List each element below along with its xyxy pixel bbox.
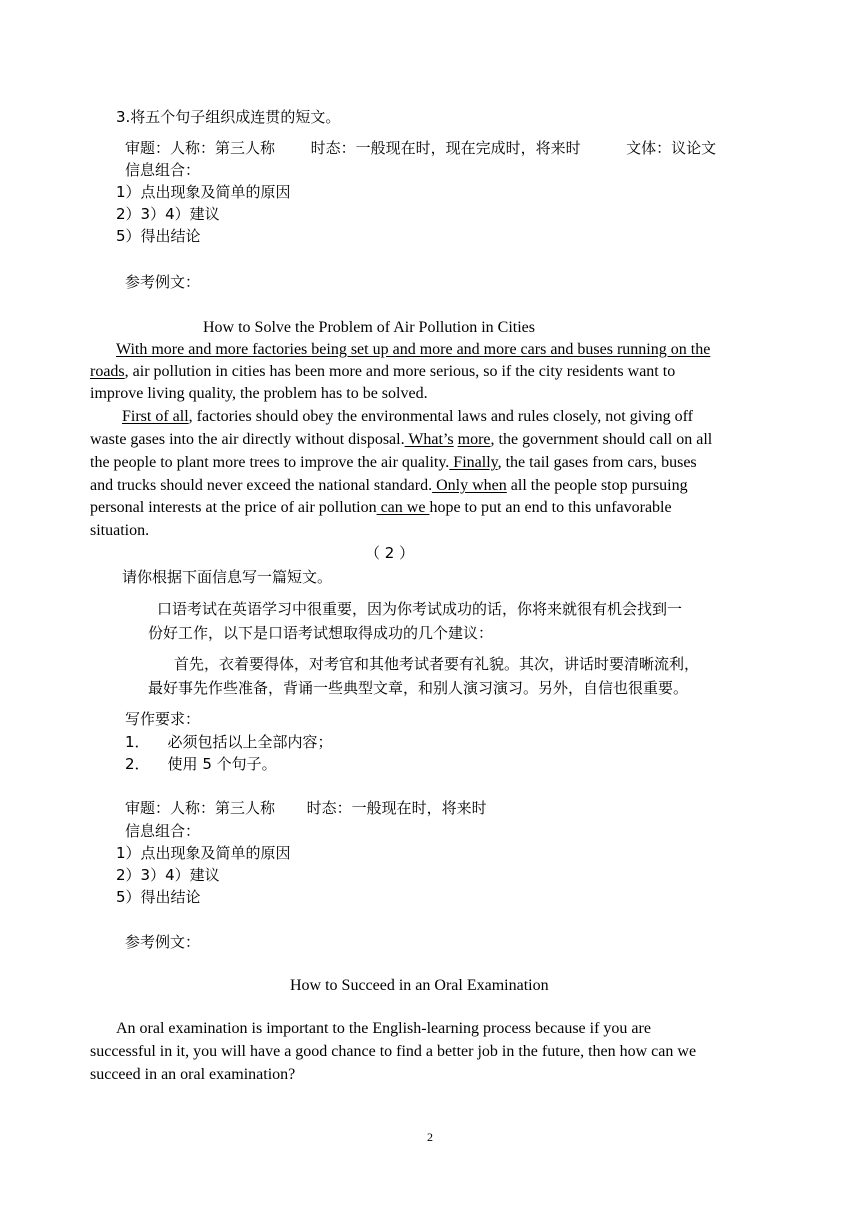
underlined-phrase: With more and more factories being set up and more and more cars and buses running on the bbox=[116, 341, 711, 358]
info-title: 信息组合： bbox=[125, 822, 201, 840]
info-title: 信息组合： bbox=[125, 161, 201, 179]
essay-line: An oral examination is important to the English-learning process because if you are bbox=[116, 1020, 651, 1037]
info-item-2: 2）3）4）建议 bbox=[116, 205, 220, 223]
essay-line: the people to plant more trees to improve the air quality. Finally, the tail gases from cars, buses bbox=[90, 454, 697, 471]
instruction: 请你根据下面信息写一篇短文。 bbox=[122, 568, 333, 586]
essay-title: How to Solve the Problem of Air Pollution in Cities bbox=[203, 319, 535, 336]
analysis-tense: 时态：一般现在时，将来时 bbox=[306, 799, 487, 817]
page-number: 2 bbox=[427, 1130, 433, 1144]
underlined-phrase: more bbox=[457, 431, 491, 448]
requirement-item: 2． 使用 5 个句子。 bbox=[125, 755, 277, 773]
analysis-person: 审题：人称：第三人称 bbox=[125, 139, 276, 157]
essay-line: improve living quality, the problem has to be solved. bbox=[90, 385, 428, 402]
essay-line: waste gases into the air directly without disposal. What’s more, the government should call on all bbox=[90, 431, 713, 448]
essay-line: successful in it, you will have a good chance to find a better job in the future, then how can we bbox=[90, 1043, 697, 1060]
section-heading: 3.将五个句子组织成连贯的短文。 bbox=[116, 108, 341, 126]
analysis-person: 审题：人称：第三人称 bbox=[125, 799, 276, 817]
analysis-tense: 时态：一般现在时，现在完成时，将来时 bbox=[310, 139, 581, 157]
analysis-line bbox=[125, 797, 487, 819]
essay-line: and trucks should never exceed the national standard. Only when all the people stop pursuing bbox=[90, 477, 688, 494]
essay-line: First of all, factories should obey the environmental laws and rules closely, not giving off bbox=[122, 408, 693, 425]
essay-title: How to Succeed in an Oral Examination bbox=[290, 977, 549, 994]
essay-line: roads, air pollution in cities has been more and more serious, so if the city residents want to bbox=[90, 363, 676, 380]
info-item-3: 5）得出结论 bbox=[116, 227, 201, 245]
info-item-1: 1）点出现象及简单的原因 bbox=[116, 844, 291, 862]
info-item-2: 2）3）4）建议 bbox=[116, 866, 220, 884]
essay-line: succeed in an oral examination? bbox=[90, 1066, 296, 1083]
essay-line bbox=[116, 339, 710, 361]
underlined-phrase: What’s bbox=[404, 431, 454, 448]
info-paragraph: 首先，衣着要得体，对考官和其他考试者要有礼貌。其次，讲话时要清晰流利， bbox=[174, 655, 700, 673]
info-paragraph: 口语考试在英语学习中很重要，因为你考试成功的话，你将来就很有机会找到一 bbox=[157, 600, 683, 618]
essay-line: personal interests at the price of air pollution can we hope to put an end to this unfavorable bbox=[90, 499, 672, 516]
analysis-line bbox=[125, 137, 716, 159]
info-item-3: 5）得出结论 bbox=[116, 888, 201, 906]
info-paragraph: 份好工作，以下是口语考试想取得成功的几个建议： bbox=[148, 624, 494, 642]
essay-line: situation. bbox=[90, 522, 150, 539]
section-number: （ 2 ） bbox=[365, 544, 415, 562]
underlined-phrase: Only when bbox=[432, 477, 507, 494]
underlined-phrase: can we bbox=[376, 499, 430, 516]
info-paragraph: 最好事先作些准备，背诵一些典型文章，和别人演习演习。另外，自信也很重要。 bbox=[148, 679, 689, 697]
underlined-phrase: First of all bbox=[122, 408, 189, 425]
requirement-item: 1． 必须包括以上全部内容； bbox=[125, 733, 333, 751]
info-item-1: 1）点出现象及简单的原因 bbox=[116, 183, 291, 201]
underlined-phrase: roads bbox=[90, 363, 125, 380]
requirements-title: 写作要求： bbox=[125, 710, 201, 728]
sample-label: 参考例文： bbox=[125, 273, 201, 291]
sample-label: 参考例文： bbox=[125, 933, 201, 951]
analysis-style: 文体：议论文 bbox=[626, 139, 717, 157]
underlined-phrase: Finally bbox=[449, 454, 498, 471]
